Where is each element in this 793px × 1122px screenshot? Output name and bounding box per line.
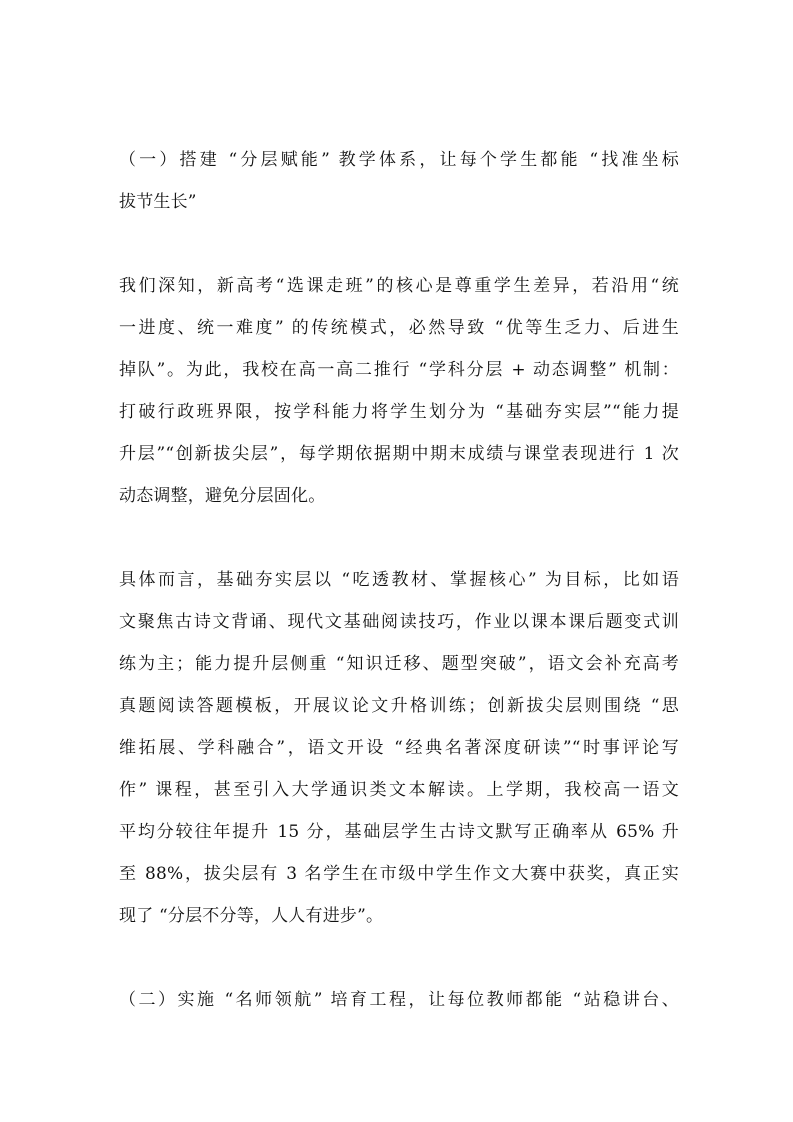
para-2-line-7: 平均分较往年提升 15 分，基础层学生古诗文默写正确率从 65% 升 (119, 822, 679, 842)
para-1-line-3: 掉队”。为此，我校在高一高二推行 “学科分层 + 动态调整” 机制： (119, 360, 679, 380)
para-2-line-1: 具体而言，基础夯实层以 “吃透教材、掌握核心” 为目标，比如语 (119, 570, 679, 590)
para-2-line-6: 作” 课程，甚至引入大学通识类文本解读。上学期，我校高一语文 (119, 780, 679, 800)
para-1-line-6: 动态调整，避免分层固化。 (119, 486, 326, 506)
para-1-line-4: 打破行政班界限，按学科能力将学生划分为 “基础夯实层”“能力提 (119, 402, 679, 422)
para-2-line-5: 维拓展、学科融合”，语文开设 “经典名著深度研读”“时事评论写 (119, 738, 679, 758)
para-2-line-9: 现了 “分层不分等，人人有进步”。 (119, 906, 384, 926)
heading-1-line-2: 拔节生长” (119, 192, 197, 212)
para-1-line-2: 一进度、统一难度” 的传统模式，必然导致 “优等生乏力、后进生 (119, 318, 679, 338)
para-2-line-2: 文聚焦古诗文背诵、现代文基础阅读技巧，作业以课本课后题变式训 (119, 612, 679, 632)
para-1-line-5: 升层”“创新拔尖层”，每学期依据期中期末成绩与课堂表现进行 1 次 (119, 444, 679, 464)
heading-1-line-1: （一）搭建 “分层赋能” 教学体系，让每个学生都能 “找准坐标 (119, 150, 679, 170)
heading-2-line-1: （二）实施 “名师领航” 培育工程，让每位教师都能 “站稳讲台、 (119, 990, 679, 1010)
para-2-line-4: 真题阅读答题模板，开展议论文升格训练；创新拔尖层则围绕 “思 (119, 696, 679, 716)
para-2-line-8: 至 88%，拔尖层有 3 名学生在市级中学生作文大赛中获奖，真正实 (119, 864, 679, 884)
para-2-line-3: 练为主；能力提升层侧重 “知识迁移、题型突破”，语文会补充高考 (119, 654, 679, 674)
para-1-line-1: 我们深知，新高考“选课走班”的核心是尊重学生差异，若沿用“统 (119, 276, 679, 296)
